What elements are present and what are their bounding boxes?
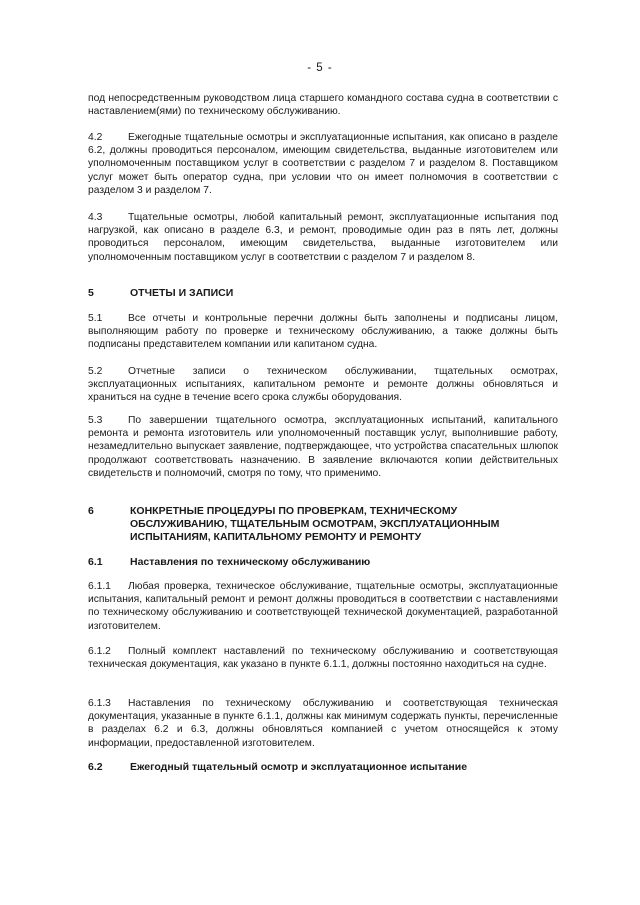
paragraph-text: Отчетные записи о техническом обслуживании, тщательных осмотрах, эксплуатационных испытаниях, капитальном ремонте и ремонте должны обновляться и храниться на судне в течение всего срока службы оборудования. (88, 366, 558, 404)
heading-number: 6.2 (88, 761, 103, 773)
paragraph-5-2 (88, 365, 558, 405)
paragraph-text: Наставления по техническому обслуживанию и соответствующая техническая документация, указанные в пункте 6.1.1, должны как минимум содержать пункты, перечисленные в разделах 6.2 и 6.3, должны обновляться компанией с учетом относящейся к этому информации, предоставленной изготовителем. (88, 698, 558, 749)
paragraph-number: 4.3 (88, 212, 103, 223)
heading-number: 5 (88, 287, 94, 299)
paragraph-text: Ежегодные тщательные осмотры и эксплуатационные испытания, как описано в разделе 6.2, должны проводиться персоналом, имеющим свидетельства, выданные изготовителем или уполномоченным поставщиком услуг в соответствии с разделом 7 и разделом 8. Поставщиком услуг может быть оператор судна, при условии что он имеет полномочия в соответствии с разделом 3 и разделом 7. (88, 132, 558, 196)
paragraph-4-2 (88, 131, 558, 197)
heading-number: 6 (88, 505, 94, 517)
heading-text: Ежегодный тщательный осмотр и эксплуатационное испытание (130, 761, 468, 773)
paragraph-5-3 (88, 414, 558, 480)
paragraph-text: Все отчеты и контрольные перечни должны быть заполнены и подписаны лицом, выполняющим работу по проверке и техническому обслуживанию, а также должны быть подписаны представителем компании или капитаном судна. (88, 313, 558, 351)
section-heading-6-2 (88, 761, 558, 774)
paragraph-number: 4.2 (88, 132, 103, 143)
paragraph-5-1 (88, 312, 558, 352)
paragraph-text: Полный комплект наставлений по техническому обслуживанию и соответствующая техническая документация, как указано в пункте 6.1.1, должны постоянно находиться на судне. (88, 646, 558, 671)
section-heading-6 (88, 505, 558, 547)
paragraph-text: под непосредственным руководством лица старшего командного состава судна в соответствии с наставлением(ями) по техническому обслуживанию. (88, 93, 558, 118)
paragraph-number: 5.2 (88, 366, 103, 377)
section-heading-5 (88, 287, 558, 300)
paragraph-number: 5.3 (88, 415, 103, 426)
paragraph-number: 6.1.3 (88, 698, 111, 709)
paragraph-number: 5.1 (88, 313, 103, 324)
paragraph-6-1-3 (88, 697, 558, 750)
paragraph-text: По завершении тщательного осмотра, эксплуатационных испытаний, капитального ремонта и ремонта изготовитель или уполномоченный поставщик услуг, выполнившие работу, незамедлительно выпускает заявление, подтверждающее, что устройства спасательных шлюпок продолжают соответствовать назначению. В заявление включаются копии действительных свидетельств и полномочий, смотря по тому, что применимо. (88, 415, 558, 479)
paragraph-text: Любая проверка, техническое обслуживание, тщательные осмотры, эксплуатационные испытания, капитальный ремонт и ремонт должны проводиться в соответствии с наставлениями по техническому обслуживанию и соответствующей технической документацией, разработанной изготовителем. (88, 581, 558, 632)
paragraph-continuation (88, 92, 558, 118)
section-heading-6-1 (88, 556, 558, 569)
paragraph-number: 6.1.2 (88, 646, 111, 657)
paragraph-4-3 (88, 211, 558, 264)
paragraph-number: 6.1.1 (88, 581, 111, 592)
heading-number: 6.1 (88, 556, 103, 568)
paragraph-6-1-2 (88, 645, 558, 671)
heading-text: КОНКРЕТНЫЕ ПРОЦЕДУРЫ ПО ПРОВЕРКАМ, ТЕХНИЧЕСКОМУ ОБСЛУЖИВАНИЮ, ТЩАТЕЛЬНЫМ ОСМОТРАМ, ЭКСПЛУАТАЦИОННЫМ ИСПЫТАНИЯМ, КАПИТАЛЬНОМУ РЕМОНТУ И РЕМОНТУ (130, 505, 500, 543)
heading-text: ОТЧЕТЫ И ЗАПИСИ (130, 287, 234, 299)
paragraph-6-1-1 (88, 580, 558, 633)
heading-text: Наставления по техническому обслуживанию (130, 556, 371, 568)
page-number: - 5 - (307, 62, 333, 74)
paragraph-text: Тщательные осмотры, любой капитальный ремонт, эксплуатационные испытания под нагрузкой, как описано в разделе 6.3, и ремонт, проводимые один раз в пять лет, должны проводиться персоналом, имеющим свидетельства, выданные изготовителем или уполномоченным поставщиком услуг в соответствии с разделом 7 и разделом 8. (88, 212, 558, 263)
